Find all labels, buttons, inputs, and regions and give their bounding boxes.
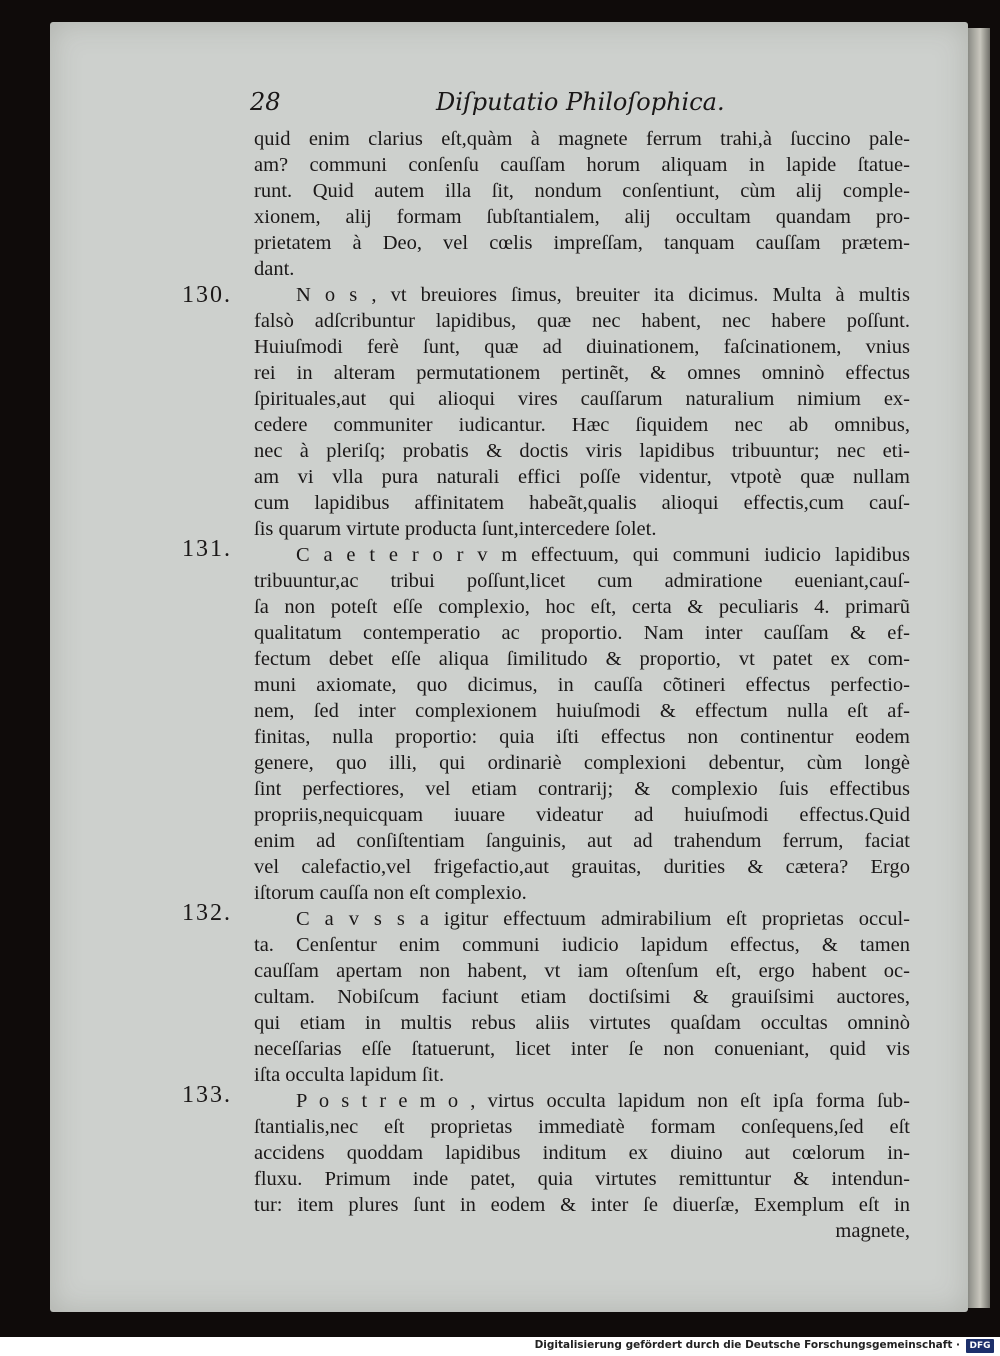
text-line: genere, quo illi, qui ordinariè complexioni debentur, cùm longè	[254, 752, 910, 774]
text-line: finitas, nulla proportio: quia iſti effectus non continentur eodem	[254, 726, 910, 748]
text-line: vel calefactio,vel frigefactio,aut grauitas, durities & cætera? Ergo	[254, 856, 910, 878]
text-line: ſa non poteſt eſſe complexio, hoc eſt, certa & peculiaris 4. primarũ	[254, 596, 910, 618]
text-line: qui etiam in multis rebus aliis virtutes quaſdam occultas omninò	[254, 1012, 910, 1034]
paragraph-number-132: 132.	[182, 900, 232, 926]
catchword: magnete,	[835, 1220, 910, 1242]
text-line: ſint perfectiores, vel etiam contrarij; & complexio ſuis effectibus	[254, 778, 910, 800]
text-line: nem, ſed inter complexionem huiuſmodi & effectum nulla eſt af-	[254, 700, 910, 722]
paragraph-number-133: 133.	[182, 1082, 232, 1108]
text-line: N o s , vt breuiores ſimus, breuiter ita dicimus. Multa à multis	[296, 284, 910, 306]
footer-credit: Digitalisierung gefördert durch die Deutsche Forschungsgemeinschaft ·	[534, 1339, 960, 1351]
text-line: tribuuntur,ac tribui poſſunt,licet cum admiratione eueniant,cauſ-	[254, 570, 910, 592]
text-line: cultam. Nobiſcum faciunt etiam doctiſsimi & grauiſsimi auctores,	[254, 986, 910, 1008]
text-line: propriis,nequicquam iuuare videatur ad huiuſmodi effectus.Quid	[254, 804, 910, 826]
text-line: quid enim clarius eſt,quàm à magnete ferrum trahi,à ſuccino pale-	[254, 128, 910, 150]
text-line: fectum debet eſſe aliqua ſimilitudo & proportio, vt patet ex com-	[254, 648, 910, 670]
text-line: enim ad conſiſtentiam ſanguinis, aut ad trahendum ferrum, faciat	[254, 830, 910, 852]
text-line: Huiuſmodi ferè ſunt, quæ ad diuinationem, faſcinationem, vnius	[254, 336, 910, 358]
text-line: falsò adſcribuntur lapidibus, quæ nec habent, nec habere poſſunt.	[254, 310, 910, 332]
running-title: Diſputatio Philoſophica.	[436, 88, 725, 116]
text-line: C a v s s a igitur effectuum admirabilium eſt proprietas occul-	[296, 908, 910, 930]
text-line: dant.	[254, 258, 295, 280]
text-line: prietatem à Deo, vel cœlis impreſſam, tanquam cauſſam prætem-	[254, 232, 910, 254]
paragraph-number-130: 130.	[182, 282, 232, 308]
text-line: qualitatum contemperatio ac proportio. Nam inter cauſſam & ef-	[254, 622, 910, 644]
text-line: P o s t r e m o , virtus occulta lapidum non eſt ipſa forma ſub-	[296, 1090, 910, 1112]
page-number: 28	[250, 88, 281, 116]
text-line: accidens quoddam lapidibus inditum ex diuino aut cœlorum in-	[254, 1142, 910, 1164]
text-line: runt. Quid autem illa ſit, nondum conſentiunt, cùm alij comple-	[254, 180, 910, 202]
text-line: iſtorum cauſſa non eſt complexio.	[254, 882, 527, 904]
text-line: cauſſam apertam non habent, vt iam oſtenſum eſt, ergo habent oc-	[254, 960, 910, 982]
text-line: ſtantialis,nec eſt proprietas immediatè formam conſequens,ſed eſt	[254, 1116, 910, 1138]
page-edge	[968, 28, 990, 1308]
page-header	[250, 88, 900, 122]
text-line: nec à pleriſq; probatis & doctis viris lapidibus tribuuntur; nec eti-	[254, 440, 910, 462]
text-line: fluxu. Primum inde patet, quia virtutes remittuntur & intendun-	[254, 1168, 910, 1190]
text-line: neceſſarias eſſe ſtatuerunt, licet inter ſe non conueniant, quid vis	[254, 1038, 910, 1060]
text-line: ta. Cenſentur enim communi iudicio lapidum effectus, & tamen	[254, 934, 910, 956]
text-line: xionem, alij formam ſubſtantialem, alij occultam quandam pro-	[254, 206, 910, 228]
text-line: iſta occulta lapidum ſit.	[254, 1064, 445, 1086]
text-line: muni axiomate, quo dicimus, in cauſſa cõtineri effectus perfectio-	[254, 674, 910, 696]
text-line: cedere communiter iudicantur. Hæc ſiquidem nec ab omnibus,	[254, 414, 910, 436]
paragraph-number-131: 131.	[182, 536, 232, 562]
footer-bar	[0, 1337, 1000, 1356]
text-line: am? communi conſenſu cauſſam horum aliquam in lapide ſtatue-	[254, 154, 910, 176]
text-line: ſpirituales,aut qui alioqui vires cauſſarum naturalium nimium ex-	[254, 388, 910, 410]
text-line: tur: item plures ſunt in eodem & inter ſe diuerſæ, Exemplum eſt in	[254, 1194, 910, 1216]
text-line: cum lapidibus affinitatem habeãt,qualis alioqui effectis,cum cauſ-	[254, 492, 910, 514]
text-line: C a e t e r o r v m effectuum, qui communi iudicio lapidibus	[296, 544, 910, 566]
text-line: rei in alteram permutationem pertinẽt, & omnes omninò effectus	[254, 362, 910, 384]
dfg-logo-icon: DFG	[966, 1339, 994, 1353]
text-line: ſis quarum virtute producta ſunt,intercedere ſolet.	[254, 518, 657, 540]
text-line: am vi vlla pura naturali effici poſſe videntur, vtpotè quæ nullam	[254, 466, 910, 488]
